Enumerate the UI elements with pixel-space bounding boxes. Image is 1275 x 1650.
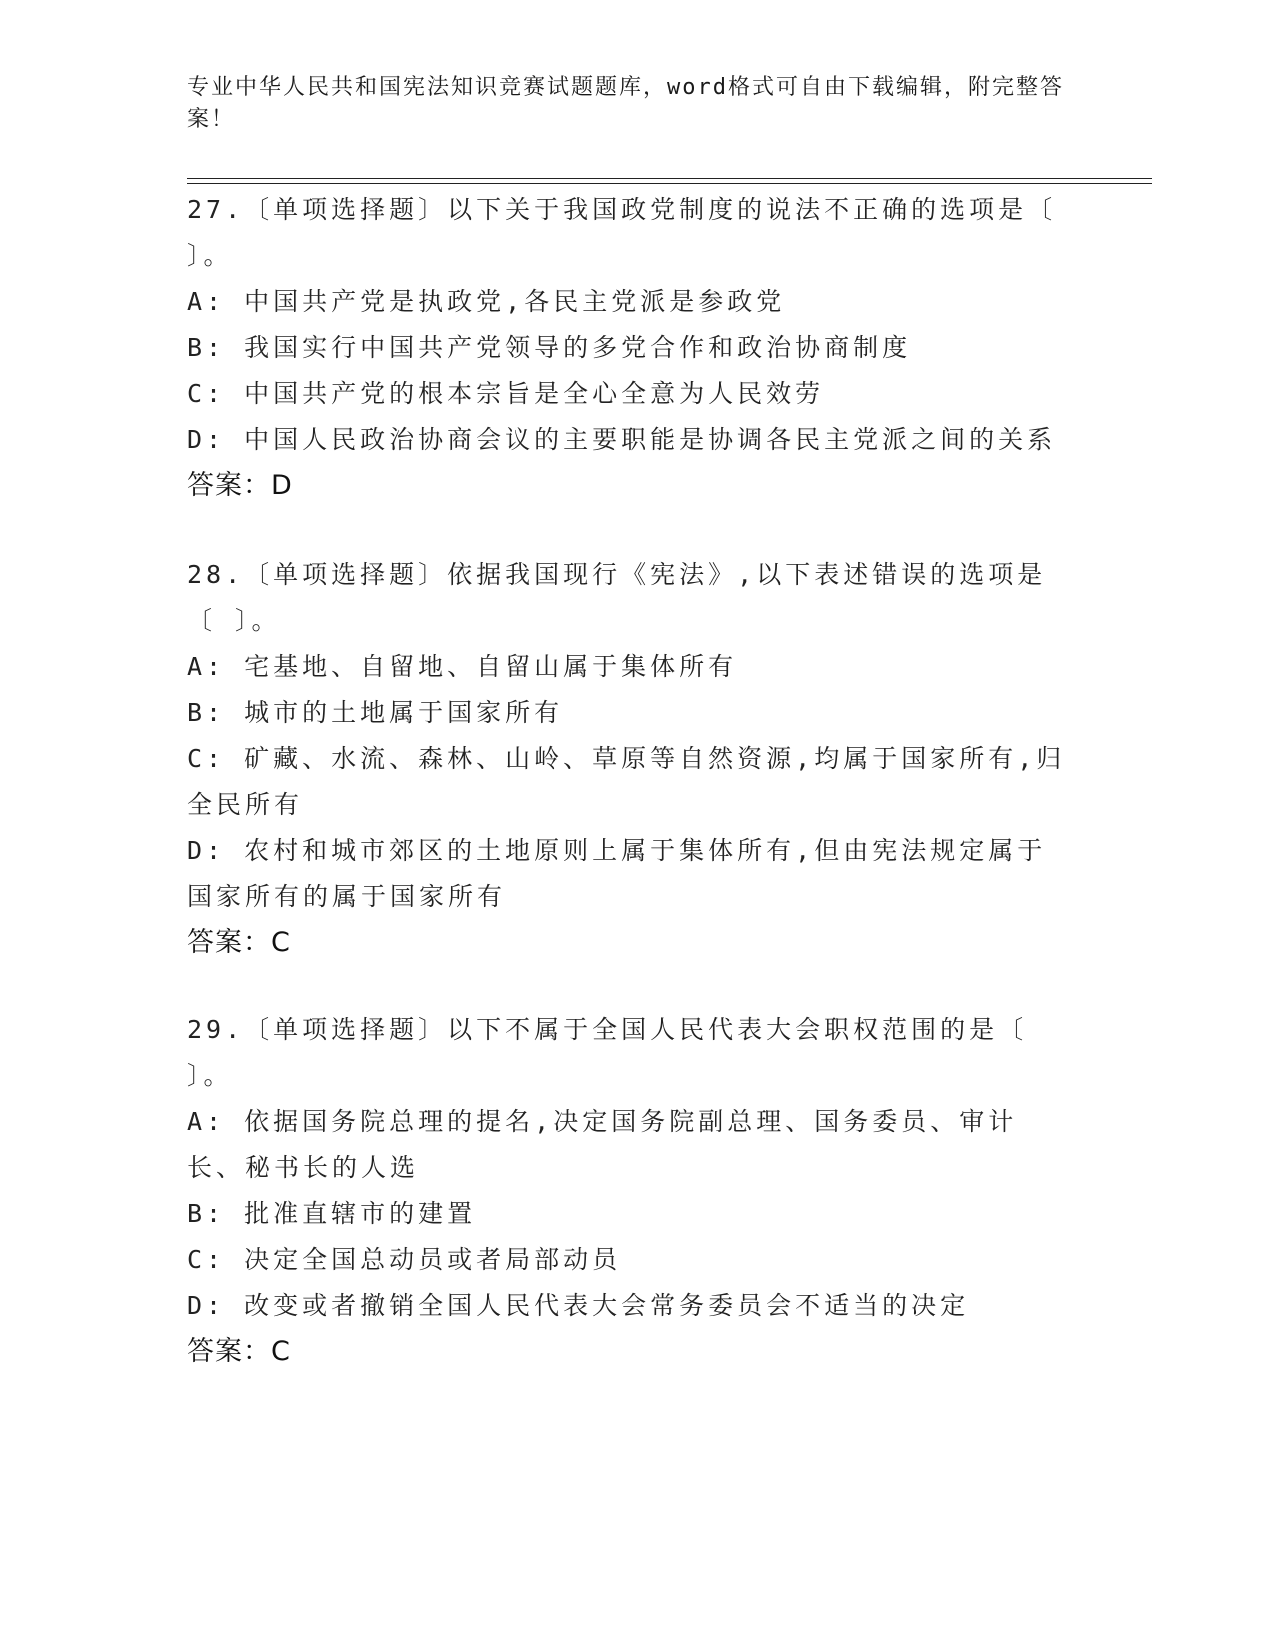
option-a: A: 宅基地、自留地、自留山属于集体所有 [187,652,738,681]
answer: 答案：D [187,470,293,501]
option-c: C: 决定全国总动员或者局部动员 [187,1245,622,1274]
option-b: B: 我国实行中国共产党领导的多党合作和政治协商制度 [187,333,912,362]
question-27 [187,187,1076,509]
option-b: B: 批准直辖市的建置 [187,1199,477,1228]
question-28 [187,552,1067,966]
option-a: A: 中国共产党是执政党,各民主党派是参政党 [187,287,786,316]
option-c: C: 中国共产党的根本宗旨是全心全意为人民效劳 [187,379,825,408]
option-d: D: 中国人民政治协商会议的主要职能是协调各民主党派之间的关系 [187,425,1057,454]
answer: 答案：C [187,1336,291,1367]
option-b: B: 城市的土地属于国家所有 [187,698,564,727]
header-divider-bottom [187,183,1152,184]
document-header: 专业中华人民共和国宪法知识竞赛试题题库，word格式可自由下载编辑，附完整答案！ [187,75,1064,132]
option-d: D: 农村和城市郊区的土地原则上属于集体所有,但由宪法规定属于国家所有的属于国家所有 [187,836,1047,911]
option-c: C: 矿藏、水流、森林、山岭、草原等自然资源,均属于国家所有,归全民所有 [187,744,1066,819]
question-29 [187,1007,1067,1375]
question-stem: 27.〔单项选择题〕以下关于我国政党制度的说法不正确的选项是〔 〕。 [187,195,1076,270]
option-a: A: 依据国务院总理的提名,决定国务院副总理、国务委员、审计长、秘书长的人选 [187,1107,1018,1182]
option-d: D: 改变或者撤销全国人民代表大会常务委员会不适当的决定 [187,1291,970,1320]
question-stem: 29.〔单项选择题〕以下不属于全国人民代表大会职权范围的是〔 〕。 [187,1015,1047,1090]
answer: 答案：C [187,927,291,958]
question-stem: 28.〔单项选择题〕依据我国现行《宪法》,以下表述错误的选项是〔 〕。 [187,560,1047,635]
header-divider-top [187,178,1152,179]
